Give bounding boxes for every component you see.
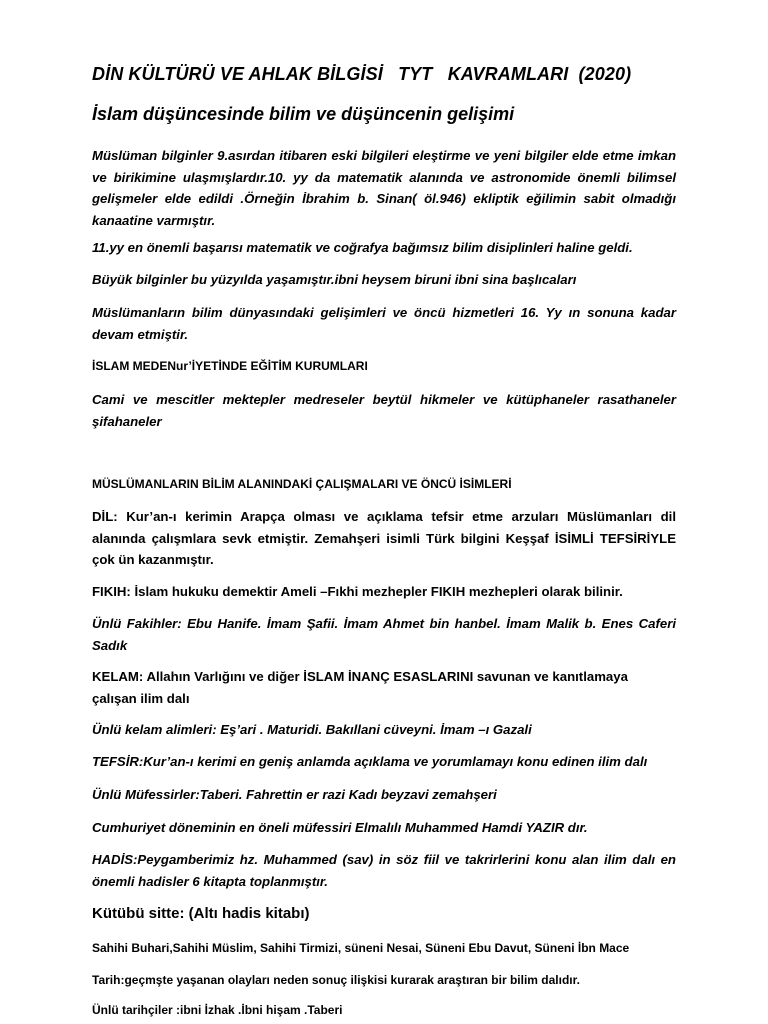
- paragraph-muslim-scholars: Müslüman bilginler 9.asırdan itibaren eski bilgileri eleştirme ve yeni bilgiler elde etme imkan ve birikimine ulaşmışlardır.10. yy da matematik alanında ve astronomide önemli bilimsel gelişmeler elde edildi .Örneğin İbrahim b. Sinan( öl.946) ekliptik eğilimin sabit olmadığı kanaatine varmıştır.: [92, 148, 676, 228]
- paragraph-tarih: Tarih:geçmşte yaşanan olayları neden sonuç ilişkisi kurarak araştıran bir bilim dalıdır.: [92, 973, 580, 987]
- paragraph-institutions-list: Cami ve mescitler mektepler medreseler beytül hikmeler ve kütüphaneler rasathaneler şifahaneler: [92, 392, 676, 429]
- document-subtitle: İslam düşüncesinde bilim ve düşüncenin gelişimi: [92, 104, 515, 124]
- paragraph-kelam-alimleri: Ünlü kelam alimleri: Eş’ari . Maturidi. Bakıllani cüveyni. İmam –ı Gazali: [92, 722, 532, 737]
- paragraph-fikih: FIKIH: İslam hukuku demektir Ameli –Fıkhi mezhepler FIKIH mezhepleri olarak bilinir.: [92, 584, 623, 599]
- paragraph-hadis-books: Sahihi Buhari,Sahihi Müslim, Sahihi Tirmizi, süneni Nesai, Süneni Ebu Davut, Süneni İbn Mace: [92, 941, 630, 955]
- paragraph-dil: DİL: Kur’an-ı kerimin Arapça olması ve açıklama tefsir etme arzuları Müslümanları dil alanında çalışmlara sevk etmiştir. Zemahşeri isimli Türk bilgini Keşşaf İSİMLİ TEFSİRİYLE çok ün kazanmıştır.: [92, 509, 676, 568]
- paragraph-hadis: HADİS:Peygamberimiz hz. Muhammed (sav) in söz fiil ve takrirlerini konu alan ilim dalı en önemli hadisler 6 kitapta toplanmıştır.: [92, 852, 676, 889]
- document-page: [92, 0, 676, 1024]
- paragraph-16th-century: Müslümanların bilim dünyasındaki gelişimleri ve öncü hizmetleri 16. Yy ın sonuna kadar devam etmiştir.: [92, 305, 676, 342]
- paragraph-kelam: KELAM: Allahın Varlığını ve diğer İSLAM İNANÇ ESASLARINI savunan ve kanıtlamaya çalışan ilim dalı: [92, 669, 628, 706]
- paragraph-11th-century: 11.yy en önemli başarısı matematik ve coğrafya bağımsız bilim disiplinleri haline geldi.: [92, 240, 633, 255]
- paragraph-mufessirler: Ünlü Müfessirler:Taberi. Fahrettin er razi Kadı beyzavi zemahşeri: [92, 787, 497, 802]
- document-title: DİN KÜLTÜRÜ VE AHLAK BİLGİSİ TYT KAVRAMLARI (2020): [92, 64, 632, 84]
- heading-scientific-works: MÜSLÜMANLARIN BİLİM ALANINDAKİ ÇALIŞMALARI VE ÖNCÜ İSİMLERİ: [92, 477, 512, 491]
- heading-kutubu-sitte: Kütübü sitte: (Altı hadis kitabı): [92, 905, 310, 922]
- paragraph-tarihciler: Ünlü tarihçiler :ibni İzhak .İbni hişam .Taberi: [92, 1003, 343, 1017]
- paragraph-tefsir: TEFSİR:Kur’an-ı kerimi en geniş anlamda açıklama ve yorumlamayı konu edinen ilim dalı: [92, 754, 648, 769]
- heading-education-institutions: İSLAM MEDENur’İYETİNDE EĞİTİM KURUMLARI: [92, 359, 368, 373]
- paragraph-great-scholars: Büyük bilginler bu yüzyılda yaşamıştır.ibni heysem biruni ibni sina başlıcaları: [92, 272, 577, 287]
- paragraph-fakihler: Ünlü Fakihler: Ebu Hanife. İmam Şafii. İmam Ahmet bin hanbel. İmam Malik b. Enes Caferi Sadık: [92, 616, 676, 653]
- paragraph-elmalili: Cumhuriyet döneminin en öneli müfessiri Elmalılı Muhammed Hamdi YAZIR dır.: [92, 820, 588, 835]
